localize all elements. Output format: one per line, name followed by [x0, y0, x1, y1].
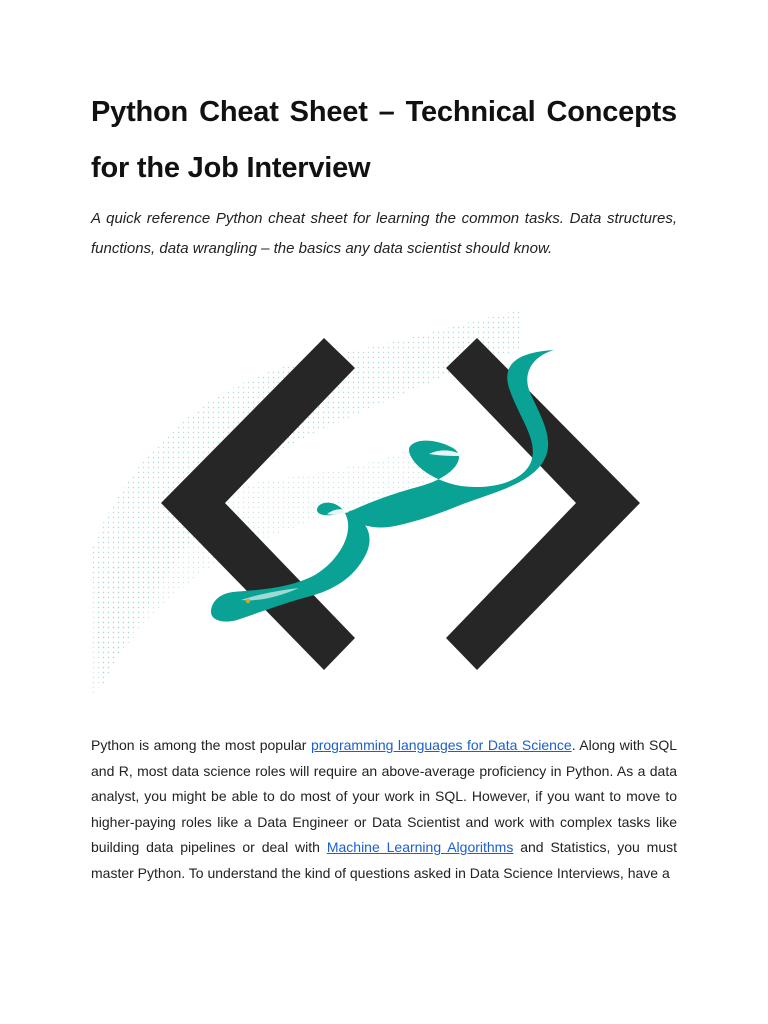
machine-learning-algorithms-link[interactable]: Machine Learning Algorithms	[326, 839, 514, 855]
programming-languages-link[interactable]: programming languages for Data Science	[310, 737, 572, 753]
snake-eye	[246, 599, 250, 603]
body-text-part-1: Python is among the most popular	[91, 737, 311, 753]
hero-illustration	[91, 290, 677, 710]
article-body-paragraph	[91, 733, 677, 886]
article-subtitle: A quick reference Python cheat sheet for learning the common tasks. Data structures, functions, data wrangling – the basics any data scientist should know.	[91, 210, 677, 257]
body-text-part-3: and Statistics, you must master Python. To understand the kind of questions asked in Data Science Interviews, have a	[91, 839, 678, 881]
article-title: Python Cheat Sheet – Technical Concepts for the Job Interview	[91, 96, 677, 184]
body-text-part-2: . Along with SQL and R, most data science roles will require an above-average proficiency in Python. As a data analyst, you might be able to do most of your work in SQL. However, if you want to move to higher-paying roles like a Data Engineer or Data Scientist and work with complex tasks like building data pipelines or deal with	[91, 737, 677, 855]
right-angle-bracket	[446, 338, 640, 670]
python-code-brackets-icon	[91, 290, 677, 710]
